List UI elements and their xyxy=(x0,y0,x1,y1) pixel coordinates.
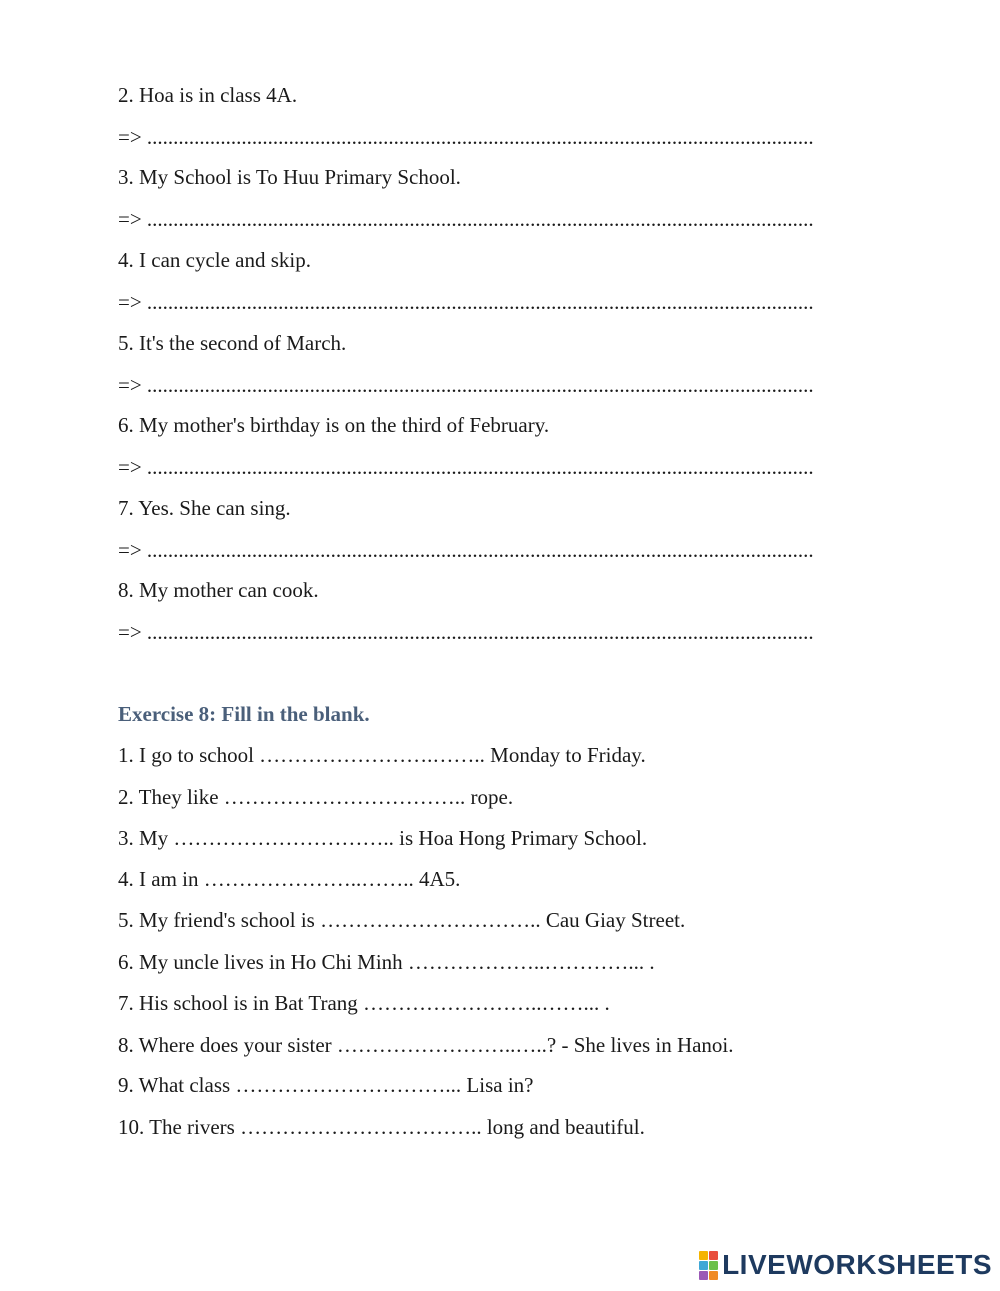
exercise7-item-5: 5. It's the second of March. xyxy=(118,331,347,355)
exercise7-item-3: 3. My School is To Huu Primary School. xyxy=(118,165,461,189)
liveworksheets-logo-icon xyxy=(699,1251,718,1280)
exercise7-answer-line-8[interactable]: => ............................................................................................................................... xyxy=(118,620,814,644)
exercise8-item-7[interactable]: 7. His school is in Bat Trang ……………………..……... . xyxy=(118,991,610,1015)
exercise7-item-8: 8. My mother can cook. xyxy=(118,578,319,602)
exercise7-item-7: 7. Yes. She can sing. xyxy=(118,496,291,520)
exercise8-item-2[interactable]: 2. They like …………………………….. rope. xyxy=(118,785,514,809)
exercise8-item-1[interactable]: 1. I go to school …………………….…….. Monday to Friday. xyxy=(118,743,646,767)
exercise7-item-4: 4. I can cycle and skip. xyxy=(118,248,312,272)
exercise8-item-10[interactable]: 10. The rivers …………………………….. long and beautiful. xyxy=(118,1115,645,1139)
exercise7-answer-line-3[interactable]: => ............................................................................................................................... xyxy=(118,207,814,231)
exercise7-answer-line-5[interactable]: => ............................................................................................................................... xyxy=(118,373,814,397)
exercise7-answer-line-2[interactable]: => ............................................................................................................................... xyxy=(118,125,814,149)
exercise8-item-9[interactable]: 9. What class …………………………... Lisa in? xyxy=(118,1073,534,1097)
exercise8-item-3[interactable]: 3. My ………………………….. is Hoa Hong Primary School. xyxy=(118,826,648,850)
exercise7-item-6: 6. My mother's birthday is on the third of February. xyxy=(118,413,550,437)
exercise8-item-4[interactable]: 4. I am in …………………..…….. 4A5. xyxy=(118,867,461,891)
exercise7-answer-line-7[interactable]: => ............................................................................................................................... xyxy=(118,538,814,562)
exercise7-answer-line-4[interactable]: => ............................................................................................................................... xyxy=(118,290,814,314)
exercise8-item-6[interactable]: 6. My uncle lives in Ho Chi Minh ………………..…………... . xyxy=(118,950,655,974)
exercise8-title: Exercise 8: Fill in the blank. xyxy=(118,702,370,726)
exercise7-answer-line-6[interactable]: => ............................................................................................................................... xyxy=(118,455,814,479)
exercise7-item-2: 2. Hoa is in class 4A. xyxy=(118,83,298,107)
exercise8-item-8[interactable]: 8. Where does your sister ……………………..…..? - She lives in Hanoi. xyxy=(118,1033,734,1057)
liveworksheets-logo-text: LIVEWORKSHEETS xyxy=(722,1249,992,1280)
liveworksheets-logo[interactable] xyxy=(699,1249,992,1281)
exercise8-item-5[interactable]: 5. My friend's school is ………………………….. Cau Giay Street. xyxy=(118,908,686,932)
